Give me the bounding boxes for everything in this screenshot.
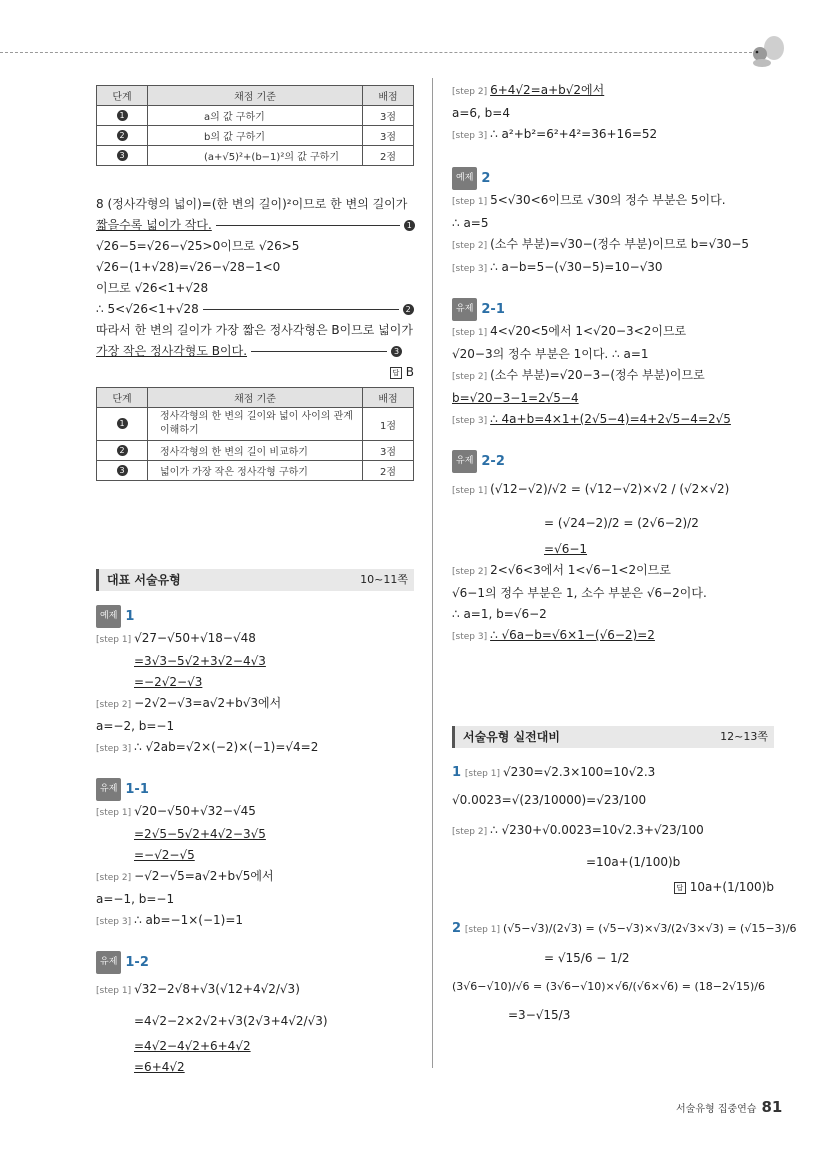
math-line: ∴ √230+√0.0023=10√2.3+√23/100 <box>490 823 704 837</box>
math-line: =4√2−4√2+6+4√2 <box>134 1039 251 1053</box>
math-line: ∴ a²+b²=6²+4²=36+16=52 <box>490 127 658 141</box>
header-criterion: 채점 기준 <box>148 86 363 106</box>
q8-line: 8 (정사각형의 넓이)=(한 변의 길이)²이므로 한 변의 길이가 <box>96 197 408 211</box>
practice-number: 2-2 <box>481 454 505 469</box>
table-row <box>97 461 414 481</box>
score-cell: 3점 <box>363 126 414 146</box>
practice-2-2 <box>452 450 774 648</box>
criterion-cell: a의 값 구하기 <box>148 106 363 126</box>
math-line: (√12−√2)/√2 = (√12−√2)×√2 / (√2×√2) <box>490 482 730 496</box>
top-dashed-rule <box>0 52 762 53</box>
practice-number: 2-1 <box>481 302 505 317</box>
math-line: = (√24−2)/2 = (2√6−2)/2 <box>544 516 699 530</box>
rubric-table-1 <box>96 85 414 166</box>
math-line: 2<√6<3에서 1<√6−1<2이므로 <box>490 563 671 577</box>
practice-1-2 <box>96 951 414 1078</box>
q8-line: √26−(1+√28)=√26−√28−1<0 <box>96 260 281 274</box>
step-label: [step 3] <box>452 632 488 642</box>
table-row <box>97 126 414 146</box>
math-line: 6+4√2=a+b√2에서 <box>490 83 605 97</box>
math-line: ∴ a=1, b=√6−2 <box>452 607 547 621</box>
score-cell: 2점 <box>363 461 414 481</box>
math-line: √230=√2.3×100=10√2.3 <box>502 765 656 779</box>
q8-solution <box>96 194 414 383</box>
practice-tag: 유제 <box>96 778 121 801</box>
score-cell: 1점 <box>363 408 414 441</box>
math-line: ∴ √2ab=√2×(−2)×(−1)=√4=2 <box>134 740 319 754</box>
math-line: √6−1의 정수 부분은 1, 소수 부분은 √6−2이다. <box>452 586 707 600</box>
step-label: [step 1] <box>464 769 500 779</box>
table-row <box>97 146 414 166</box>
math-line: = √15/6 − 1/2 <box>544 951 630 965</box>
math-line: a=−2, b=−1 <box>96 719 175 733</box>
q8-line: 이므로 √26<1+√28 <box>96 281 209 295</box>
header-score: 배점 <box>363 388 414 408</box>
math-line: √32−2√8+√3(√12+4√2/√3) <box>134 982 300 996</box>
math-line: b=√20−3−1=2√5−4 <box>452 391 579 405</box>
practice-1-1 <box>96 778 414 933</box>
section-title: 대표 서술유형 <box>107 573 181 587</box>
math-line: ∴ 4a+b=4×1+(2√5−4)=4+2√5−4=2√5 <box>490 412 731 426</box>
step-marker: 1 <box>117 418 128 429</box>
problem-2 <box>452 914 797 1029</box>
practice-number: 1-1 <box>125 782 149 797</box>
step-marker: 1 <box>117 110 128 121</box>
math-line: =3−√15/3 <box>508 1008 571 1022</box>
math-line: =2√5−5√2+4√2−3√5 <box>134 827 266 841</box>
section-bar-1 <box>96 569 414 591</box>
criterion-cell: b의 값 구하기 <box>148 126 363 146</box>
step-label: [step 2] <box>452 372 488 382</box>
math-line: (3√6−√10)/√6 = (3√6−√10)×√6/(√6×√6) = (18−2√15)/6 <box>452 980 766 993</box>
example-tag: 예제 <box>452 167 477 190</box>
step-marker: 3 <box>117 465 128 476</box>
example-tag: 예제 <box>96 605 121 628</box>
math-line: =4√2−2×2√2+√3(2√3+4√2/√3) <box>134 1014 328 1028</box>
q8-line: ∴ 5<√26<1+√28 <box>96 302 199 316</box>
step-marker: 2 <box>117 445 128 456</box>
criterion-cell: 넓이가 가장 작은 정사각형 구하기 <box>148 461 363 481</box>
math-line: =−2√2−√3 <box>134 675 203 689</box>
step-label: [step 1] <box>464 925 500 935</box>
math-line: =10a+(1/100)b <box>586 855 681 869</box>
right-column <box>452 80 797 1029</box>
example-2 <box>452 167 774 280</box>
criterion-cell: (a+√5)²+(b−1)²의 값 구하기 <box>148 146 363 166</box>
example-number: 2 <box>481 171 491 186</box>
header-criterion: 채점 기준 <box>148 388 363 408</box>
page-footer <box>676 1098 782 1116</box>
q8-line: 짧을수록 넓이가 작다. <box>96 218 212 232</box>
math-line: √20−√50+√32−√45 <box>134 804 256 818</box>
step-label: [step 1] <box>452 197 488 207</box>
column-divider <box>432 78 433 1068</box>
step-label: [step 1] <box>96 986 132 996</box>
math-line: ∴ ab=−1×(−1)=1 <box>134 913 244 927</box>
step-label: [step 2] <box>96 700 132 710</box>
step-label: [step 1] <box>452 486 488 496</box>
step-label: [step 1] <box>96 635 132 645</box>
math-line: =√6−1 <box>544 542 588 556</box>
table-row <box>97 441 414 461</box>
footer-label: 서술유형 집중연습 <box>676 1104 757 1115</box>
practice-1-2-continued <box>452 80 774 147</box>
step-label: [step 2] <box>452 567 488 577</box>
math-line: =−√2−√5 <box>134 848 195 862</box>
answer-icon: 답 <box>390 367 402 379</box>
problem-number: 1 <box>452 765 462 780</box>
table-row <box>97 106 414 126</box>
math-line: 5<√30<6이므로 √30의 정수 부분은 5이다. <box>490 193 726 207</box>
section-bar-2 <box>452 726 774 748</box>
step-label: [step 3] <box>452 131 488 141</box>
practice-tag: 유제 <box>452 298 477 321</box>
math-line: ∴ a−b=5−(√30−5)=10−√30 <box>490 260 663 274</box>
practice-2-1 <box>452 298 774 432</box>
step-marker: 2 <box>403 304 414 315</box>
math-line: a=−1, b=−1 <box>96 892 175 906</box>
practice-tag: 유제 <box>96 951 121 974</box>
practice-number: 1-2 <box>125 955 149 970</box>
q8-line: √26−5=√26−√25>0이므로 √26>5 <box>96 239 300 253</box>
score-cell: 3점 <box>363 106 414 126</box>
step-marker: 3 <box>391 346 402 357</box>
math-line: (소수 부분)=√30−(정수 부분)이므로 b=√30−5 <box>490 237 750 251</box>
step-label: [step 3] <box>96 917 132 927</box>
math-line: 4<√20<5에서 1<√20−3<2이므로 <box>490 324 687 338</box>
criterion-cell: 정사각형의 한 변의 길이 비교하기 <box>148 441 363 461</box>
step-marker: 1 <box>404 220 415 231</box>
step-label: [step 3] <box>452 416 488 426</box>
example-number: 1 <box>125 609 135 624</box>
math-line: =3√3−5√2+3√2−4√3 <box>134 654 266 668</box>
math-line: −√2−√5=a√2+b√5에서 <box>134 869 274 883</box>
step-marker: 2 <box>117 130 128 141</box>
section-pages: 10~11쪽 <box>360 573 408 586</box>
rubric-table-2 <box>96 387 414 481</box>
math-line: (√5−√3)/(2√3) = (√5−√3)×√3/(2√3×√3) = (√15−3)/6 <box>502 922 797 935</box>
squirrel-mascot-icon <box>748 34 788 68</box>
answer-icon: 답 <box>674 882 686 894</box>
table-row <box>97 408 414 441</box>
step-label: [step 1] <box>452 328 488 338</box>
score-cell: 3점 <box>363 441 414 461</box>
problem-1 <box>452 762 774 898</box>
q8-line: 가장 작은 정사각형도 B이다. <box>96 344 248 358</box>
score-cell: 2점 <box>363 146 414 166</box>
step-label: [step 2] <box>452 87 488 97</box>
step-label: [step 3] <box>96 744 132 754</box>
math-line: ∴ √6a−b=√6×1−(√6−2)=2 <box>490 628 655 642</box>
step-label: [step 2] <box>452 241 488 251</box>
problem-number: 2 <box>452 921 462 936</box>
step-marker: 3 <box>117 150 128 161</box>
math-line: −2√2−√3=a√2+b√3에서 <box>134 696 282 710</box>
step-label: [step 2] <box>96 873 132 883</box>
header-step: 단계 <box>97 86 148 106</box>
header-step: 단계 <box>97 388 148 408</box>
q8-answer: B <box>405 365 414 379</box>
math-line: =6+4√2 <box>134 1060 185 1074</box>
left-column <box>96 85 414 1078</box>
step-label: [step 2] <box>452 827 488 837</box>
math-line: √27−√50+√18−√48 <box>134 631 256 645</box>
p1-answer: 10a+(1/100)b <box>689 880 774 894</box>
q8-line: 따라서 한 변의 길이가 가장 짧은 정사각형은 B이므로 넓이가 <box>96 323 413 337</box>
math-line: ∴ a=5 <box>452 216 489 230</box>
step-label: [step 1] <box>96 808 132 818</box>
math-line: a=6, b=4 <box>452 106 510 120</box>
step-label: [step 3] <box>452 264 488 274</box>
criterion-cell: 정사각형의 한 변의 길이와 넓이 사이의 관계 이해하기 <box>148 408 363 441</box>
practice-tag: 유제 <box>452 450 477 473</box>
example-1 <box>96 605 414 760</box>
math-line: √0.0023=√(23/10000)=√23/100 <box>452 793 647 807</box>
math-line: √20−3의 정수 부분은 1이다. ∴ a=1 <box>452 347 649 361</box>
math-line: (소수 부분)=√20−3−(정수 부분)이므로 <box>490 368 705 382</box>
page-number: 81 <box>761 1098 783 1116</box>
header-score: 배점 <box>363 86 414 106</box>
section-title: 서술유형 실전대비 <box>463 730 560 744</box>
section-pages: 12~13쪽 <box>720 730 768 743</box>
